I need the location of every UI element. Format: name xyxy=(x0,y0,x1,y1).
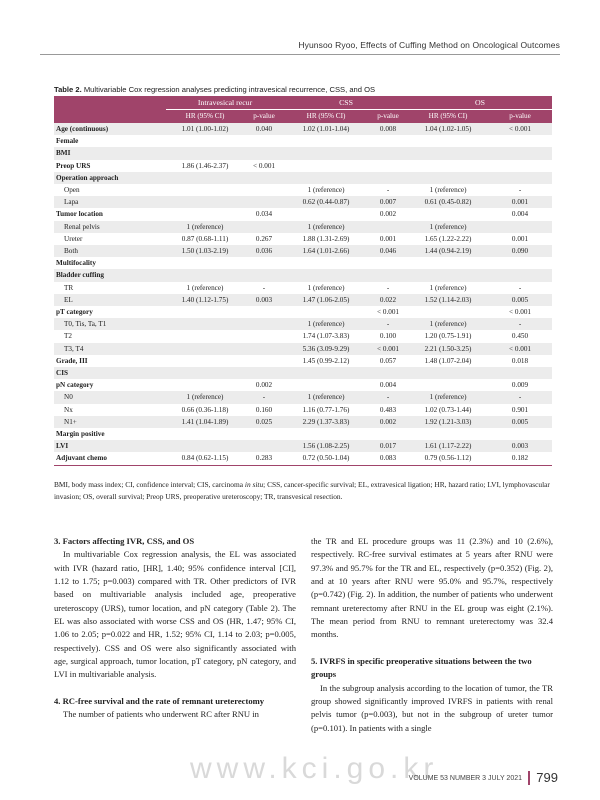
cell-ivr-hr xyxy=(166,343,244,355)
cell-ivr-p xyxy=(244,355,284,367)
cell-css-p: 0.483 xyxy=(368,404,408,416)
cell-ivr-hr xyxy=(166,379,244,391)
table-row xyxy=(54,306,552,318)
cell-os-hr xyxy=(408,306,488,318)
cell-css-p: 0.017 xyxy=(368,440,408,452)
cell-css-p: 0.002 xyxy=(368,416,408,428)
cell-os-hr: 1.92 (1.21-3.03) xyxy=(408,416,488,428)
cell-os-hr xyxy=(408,147,488,159)
group-header-css: CSS xyxy=(284,96,408,110)
cell-os-p xyxy=(488,160,552,172)
row-label: CIS xyxy=(54,367,166,379)
table-row xyxy=(54,452,552,465)
cell-ivr-hr: 0.87 (0.68-1.11) xyxy=(166,233,244,245)
table-row xyxy=(54,330,552,342)
cell-ivr-p xyxy=(244,196,284,208)
table-row xyxy=(54,147,552,159)
cell-css-hr xyxy=(284,208,368,220)
footer-divider xyxy=(528,771,530,785)
cell-os-p: 0.901 xyxy=(488,404,552,416)
page-number: 799 xyxy=(536,770,558,785)
cell-css-p: < 0.001 xyxy=(368,306,408,318)
cell-ivr-hr xyxy=(166,184,244,196)
cell-os-p: < 0.001 xyxy=(488,123,552,135)
table-row xyxy=(54,135,552,147)
cell-ivr-hr: 1.01 (1.00-1.02) xyxy=(166,123,244,135)
table-row xyxy=(54,379,552,391)
cell-os-hr: 1.48 (1.07-2.04) xyxy=(408,355,488,367)
cell-ivr-hr: 1 (reference) xyxy=(166,221,244,233)
row-label: pT category xyxy=(54,306,166,318)
cell-css-hr: 1.45 (0.99-2.12) xyxy=(284,355,368,367)
subheader-blank xyxy=(54,110,166,124)
subheader-css-p: p-value xyxy=(368,110,408,124)
section-heading-5: 5. IVRFS in specific preoperative situations between the two groups xyxy=(311,656,532,680)
cell-css-p: - xyxy=(368,318,408,330)
cell-os-p xyxy=(488,367,552,379)
cell-os-p: 0.450 xyxy=(488,330,552,342)
cell-os-p: - xyxy=(488,184,552,196)
cell-ivr-p: 0.283 xyxy=(244,452,284,465)
cell-css-p: 0.022 xyxy=(368,294,408,306)
cell-os-hr xyxy=(408,379,488,391)
cell-ivr-p: 0.034 xyxy=(244,208,284,220)
cell-css-p xyxy=(368,269,408,281)
cell-css-hr: 1 (reference) xyxy=(284,282,368,294)
left-column xyxy=(54,535,296,722)
cell-os-hr: 1 (reference) xyxy=(408,282,488,294)
cell-os-hr xyxy=(408,160,488,172)
cell-ivr-hr: 1.40 (1.12-1.75) xyxy=(166,294,244,306)
cell-os-p: < 0.001 xyxy=(488,343,552,355)
cell-os-hr: 1.02 (0.73-1.44) xyxy=(408,404,488,416)
table-row xyxy=(54,196,552,208)
cell-ivr-p xyxy=(244,135,284,147)
row-label: Preop URS xyxy=(54,160,166,172)
table-row xyxy=(54,318,552,330)
regression-table xyxy=(54,96,552,466)
cell-os-hr xyxy=(408,172,488,184)
cell-os-hr xyxy=(408,367,488,379)
cell-ivr-p: 0.002 xyxy=(244,379,284,391)
cell-css-p: 0.100 xyxy=(368,330,408,342)
table-row xyxy=(54,355,552,367)
cell-css-hr: 1.16 (0.77-1.76) xyxy=(284,404,368,416)
cell-css-hr: 1.88 (1.31-2.69) xyxy=(284,233,368,245)
cell-os-p: 0.004 xyxy=(488,208,552,220)
cell-ivr-hr xyxy=(166,440,244,452)
cell-css-p: 0.007 xyxy=(368,196,408,208)
footnote-part1: BMI, body mass index; CI, confidence interval; CIS, carcinoma xyxy=(54,480,245,489)
row-label: Adjuvant chemo xyxy=(54,452,166,465)
cell-ivr-p: - xyxy=(244,391,284,403)
cell-os-p: 0.005 xyxy=(488,294,552,306)
cell-ivr-p xyxy=(244,306,284,318)
row-label: Margin positive xyxy=(54,428,166,440)
cell-os-hr: 2.21 (1.50-3.25) xyxy=(408,343,488,355)
cell-css-p xyxy=(368,367,408,379)
cell-css-hr xyxy=(284,269,368,281)
cell-os-p: - xyxy=(488,282,552,294)
group-header-os: OS xyxy=(408,96,552,110)
cell-os-hr: 1 (reference) xyxy=(408,318,488,330)
table-footnote xyxy=(54,479,550,503)
row-label: Grade, III xyxy=(54,355,166,367)
subheader-ivr-hr: HR (95% CI) xyxy=(166,110,244,124)
cell-css-hr xyxy=(284,172,368,184)
row-label: N1+ xyxy=(54,416,166,428)
cell-css-hr: 0.72 (0.50-1.04) xyxy=(284,452,368,465)
footnote-italic: in situ xyxy=(244,480,264,489)
cell-css-p: 0.001 xyxy=(368,233,408,245)
cell-os-p xyxy=(488,269,552,281)
cell-os-p: 0.003 xyxy=(488,440,552,452)
cell-os-hr: 1 (reference) xyxy=(408,221,488,233)
table-row xyxy=(54,282,552,294)
row-label: T3, T4 xyxy=(54,343,166,355)
row-label: Tumor location xyxy=(54,208,166,220)
cell-ivr-p xyxy=(244,343,284,355)
cell-css-hr: 0.62 (0.44-0.87) xyxy=(284,196,368,208)
table-row xyxy=(54,294,552,306)
cell-os-hr: 0.61 (0.45-0.82) xyxy=(408,196,488,208)
row-label: Renal pelvis xyxy=(54,221,166,233)
table-row xyxy=(54,440,552,452)
cell-os-p: < 0.001 xyxy=(488,306,552,318)
cell-ivr-hr xyxy=(166,257,244,269)
cell-css-hr: 5.36 (3.09-9.29) xyxy=(284,343,368,355)
cell-ivr-hr xyxy=(166,147,244,159)
cell-css-hr: 1.02 (1.01-1.04) xyxy=(284,123,368,135)
cell-os-p xyxy=(488,428,552,440)
cell-ivr-hr xyxy=(166,428,244,440)
cell-os-p: 0.001 xyxy=(488,196,552,208)
cell-ivr-hr xyxy=(166,196,244,208)
cell-css-p xyxy=(368,135,408,147)
table-row xyxy=(54,221,552,233)
cell-os-hr xyxy=(408,208,488,220)
cell-css-hr xyxy=(284,135,368,147)
table-row xyxy=(54,172,552,184)
table-row xyxy=(54,391,552,403)
cell-ivr-hr xyxy=(166,318,244,330)
cell-os-p: 0.090 xyxy=(488,245,552,257)
cell-css-p: 0.057 xyxy=(368,355,408,367)
cell-ivr-hr xyxy=(166,208,244,220)
cell-css-hr xyxy=(284,160,368,172)
table-row xyxy=(54,428,552,440)
table-row xyxy=(54,343,552,355)
cell-css-hr: 1.64 (1.01-2.66) xyxy=(284,245,368,257)
cell-ivr-hr: 0.66 (0.36-1.18) xyxy=(166,404,244,416)
header-blank xyxy=(54,96,166,110)
right-column xyxy=(311,535,553,735)
cell-ivr-p: 0.025 xyxy=(244,416,284,428)
cell-os-hr xyxy=(408,428,488,440)
subheader-ivr-p: p-value xyxy=(244,110,284,124)
section-4-continued: the TR and EL procedure groups was 11 (2.3%) and 10 (2.6%), respectively. RC-free survival estimates at 5 years after RNU were 97.3% and 95.7% for the TR and EL, respectively (p=0.352) (Fig. 2), and at 10 years after RNU were 95.0% and 95.7%, respectively (p=0.742) (Fig. 2). In addition, the number of patients who underwent remnant ureterectomy after RNU in the EL group was eight (2.1%). The mean period from RNU to remnant ureterectomy was 32.4 months. xyxy=(311,536,553,640)
row-label: Nx xyxy=(54,404,166,416)
table-row xyxy=(54,160,552,172)
cell-css-p: 0.004 xyxy=(368,379,408,391)
row-label: Multifocality xyxy=(54,257,166,269)
cell-os-hr: 1.04 (1.02-1.05) xyxy=(408,123,488,135)
running-head: Hyunsoo Ryoo, Effects of Cuffing Method on Oncological Outcomes xyxy=(298,40,560,50)
table-row xyxy=(54,404,552,416)
cell-ivr-hr: 1.86 (1.46-2.37) xyxy=(166,160,244,172)
row-label: Both xyxy=(54,245,166,257)
row-label: T2 xyxy=(54,330,166,342)
journal-issue: VOLUME 53 NUMBER 3 JULY 2021 xyxy=(408,775,522,782)
subheader-css-hr: HR (95% CI) xyxy=(284,110,368,124)
cell-os-hr: 1 (reference) xyxy=(408,184,488,196)
table-row xyxy=(54,233,552,245)
cell-ivr-hr: 1.50 (1.03-2.19) xyxy=(166,245,244,257)
cell-css-p xyxy=(368,147,408,159)
table-caption-label: Table 2. xyxy=(54,85,82,94)
cell-ivr-hr: 1 (reference) xyxy=(166,282,244,294)
section-4-paragraph: The number of patients who underwent RC after RNU in xyxy=(63,709,259,720)
cell-ivr-p: - xyxy=(244,282,284,294)
row-label: pN category xyxy=(54,379,166,391)
row-label: Operation approach xyxy=(54,172,166,184)
cell-ivr-p: 0.160 xyxy=(244,404,284,416)
cell-os-hr: 1.44 (0.94-2.19) xyxy=(408,245,488,257)
cell-ivr-p: 0.267 xyxy=(244,233,284,245)
cell-ivr-hr xyxy=(166,306,244,318)
row-label: Lapa xyxy=(54,196,166,208)
cell-ivr-p xyxy=(244,428,284,440)
cell-css-p: 0.083 xyxy=(368,452,408,465)
cell-ivr-p xyxy=(244,440,284,452)
table-row xyxy=(54,184,552,196)
cell-ivr-hr xyxy=(166,269,244,281)
table-caption xyxy=(54,85,375,94)
cell-os-hr: 1.20 (0.75-1.91) xyxy=(408,330,488,342)
section-5-paragraph: In the subgroup analysis according to the location of tumor, the TR group showed significantly improved IVRFS in patients with renal pelvis tumor (p=0.003), but not in the subgroup of ureter tumor (p=0.101). In patients with a single xyxy=(311,682,553,733)
cell-css-p xyxy=(368,221,408,233)
table-row xyxy=(54,245,552,257)
cell-ivr-p: 0.036 xyxy=(244,245,284,257)
row-label: Age (continuous) xyxy=(54,123,166,135)
cell-os-hr: 0.79 (0.56-1.12) xyxy=(408,452,488,465)
cell-ivr-hr xyxy=(166,367,244,379)
cell-css-p xyxy=(368,428,408,440)
cell-ivr-p xyxy=(244,172,284,184)
cell-css-hr xyxy=(284,428,368,440)
cell-os-p: - xyxy=(488,391,552,403)
cell-ivr-p xyxy=(244,318,284,330)
cell-ivr-p xyxy=(244,330,284,342)
cell-os-hr xyxy=(408,269,488,281)
row-label: EL xyxy=(54,294,166,306)
table-caption-text: Multivariable Cox regression analyses predicting intravesical recurrence, CSS, and OS xyxy=(83,85,376,94)
cell-css-hr: 1 (reference) xyxy=(284,184,368,196)
cell-os-p xyxy=(488,221,552,233)
row-label: TR xyxy=(54,282,166,294)
table-row xyxy=(54,123,552,135)
cell-css-p: - xyxy=(368,391,408,403)
cell-css-hr: 1 (reference) xyxy=(284,318,368,330)
table-row xyxy=(54,208,552,220)
cell-ivr-p: 0.003 xyxy=(244,294,284,306)
cell-css-hr: 1 (reference) xyxy=(284,391,368,403)
cell-css-p xyxy=(368,257,408,269)
table-body xyxy=(54,123,552,465)
cell-css-hr xyxy=(284,257,368,269)
cell-os-p: 0.182 xyxy=(488,452,552,465)
cell-css-hr: 1.56 (1.08-2.25) xyxy=(284,440,368,452)
header-rule xyxy=(40,54,560,55)
cell-os-p: 0.018 xyxy=(488,355,552,367)
cell-css-hr: 1.74 (1.07-3.83) xyxy=(284,330,368,342)
cell-ivr-p xyxy=(244,147,284,159)
cell-css-p xyxy=(368,160,408,172)
cell-os-hr: 1 (reference) xyxy=(408,391,488,403)
row-label: N0 xyxy=(54,391,166,403)
cell-ivr-hr: 1 (reference) xyxy=(166,391,244,403)
subheader-os-p: p-value xyxy=(488,110,552,124)
cell-ivr-hr: 0.84 (0.62-1.15) xyxy=(166,452,244,465)
table-row xyxy=(54,367,552,379)
row-label: T0, Tis, Ta, T1 xyxy=(54,318,166,330)
cell-css-hr: 1.47 (1.06-2.05) xyxy=(284,294,368,306)
cell-css-p: - xyxy=(368,184,408,196)
row-label: Ureter xyxy=(54,233,166,245)
cell-os-hr: 1.61 (1.17-2.22) xyxy=(408,440,488,452)
cell-css-hr xyxy=(284,306,368,318)
regression-table-container xyxy=(54,96,552,466)
section-3-paragraph: In multivariable Cox regression analysis, the EL was associated with IVR (hazard ratio, [HR], 1.40; 95% confidence interval [CI], 1.12 to 1.75; p=0.003) compared with TR. Other predictors of IVR based on multivariable analysis included age, preoperative ureteroscopy (URS), tumor location, and pN category (Table 2). The EL was also associated with worse CSS and OS (HR, 1.47; 95% CI, 1.06 to 2.05; p=0.022 and HR, 1.52; 95% CI, 1.14 to 2.03; p=0.005, respectively). CSS and OS were also significantly associated with age, surgical approach, tumor location, pT category, pN category, and LVI in multivariable analysis. xyxy=(54,549,296,680)
cell-ivr-p xyxy=(244,367,284,379)
cell-os-hr: 1.65 (1.22-2.22) xyxy=(408,233,488,245)
cell-os-p: - xyxy=(488,318,552,330)
watermark: www.kci.go.kr xyxy=(190,752,439,785)
table-row xyxy=(54,257,552,269)
cell-css-hr xyxy=(284,367,368,379)
cell-os-hr: 1.52 (1.14-2.03) xyxy=(408,294,488,306)
row-label: BMI xyxy=(54,147,166,159)
footnote-part2: ; CSS, cancer-specific survival; EL, extravesical ligation; HR, hazard ratio; LVI, lymphovascular invasion; OS, overall survival; Preop URS, preoperative ureteroscopy; TR, transvesical resection. xyxy=(54,480,550,501)
row-label: Open xyxy=(54,184,166,196)
cell-css-p: 0.046 xyxy=(368,245,408,257)
cell-ivr-hr xyxy=(166,135,244,147)
table-row xyxy=(54,269,552,281)
cell-ivr-hr: 1.41 (1.04-1.89) xyxy=(166,416,244,428)
cell-os-hr xyxy=(408,257,488,269)
cell-ivr-p xyxy=(244,257,284,269)
cell-css-p: 0.002 xyxy=(368,208,408,220)
group-header-ivr: Intravesical recur xyxy=(166,96,284,110)
cell-css-p: - xyxy=(368,282,408,294)
cell-os-p: 0.005 xyxy=(488,416,552,428)
cell-os-p: 0.009 xyxy=(488,379,552,391)
cell-ivr-p xyxy=(244,184,284,196)
row-label: Female xyxy=(54,135,166,147)
cell-os-hr xyxy=(408,135,488,147)
cell-ivr-hr xyxy=(166,330,244,342)
section-heading-3: 3. Factors affecting IVR, CSS, and OS xyxy=(54,536,195,546)
cell-os-p xyxy=(488,147,552,159)
cell-css-p: < 0.001 xyxy=(368,343,408,355)
cell-ivr-p: 0.040 xyxy=(244,123,284,135)
row-label: LVI xyxy=(54,440,166,452)
cell-css-p: 0.008 xyxy=(368,123,408,135)
cell-ivr-hr xyxy=(166,172,244,184)
table-row xyxy=(54,416,552,428)
row-label: Bladder cuffing xyxy=(54,269,166,281)
section-heading-4: 4. RC-free survival and the rate of remnant ureterectomy xyxy=(54,696,265,707)
cell-ivr-p xyxy=(244,221,284,233)
cell-ivr-hr xyxy=(166,355,244,367)
cell-os-p: 0.001 xyxy=(488,233,552,245)
cell-ivr-p: < 0.001 xyxy=(244,160,284,172)
cell-os-p xyxy=(488,172,552,184)
cell-css-p xyxy=(368,172,408,184)
cell-os-p xyxy=(488,257,552,269)
cell-css-hr: 1 (reference) xyxy=(284,221,368,233)
subheader-os-hr: HR (95% CI) xyxy=(408,110,488,124)
cell-os-p xyxy=(488,135,552,147)
cell-ivr-p xyxy=(244,269,284,281)
cell-css-hr: 2.29 (1.37-3.83) xyxy=(284,416,368,428)
cell-css-hr xyxy=(284,147,368,159)
cell-css-hr xyxy=(284,379,368,391)
